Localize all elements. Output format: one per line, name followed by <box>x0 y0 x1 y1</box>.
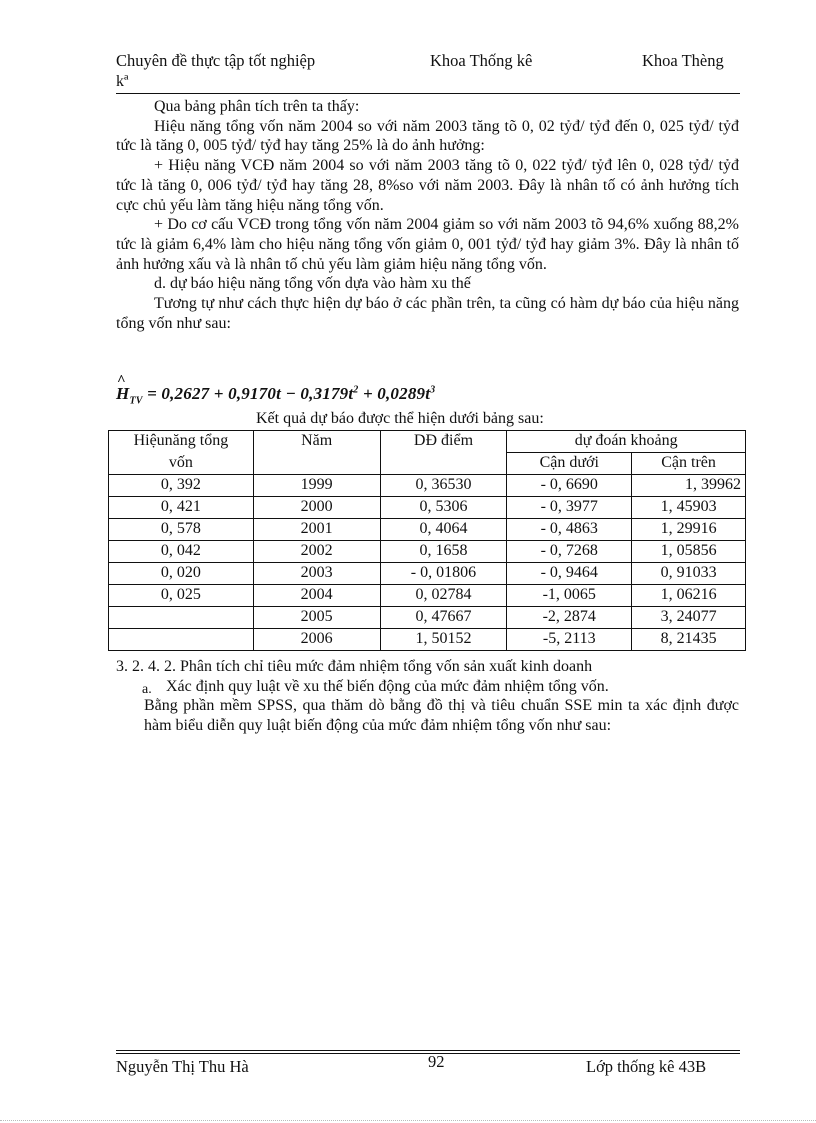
header-center: Khoa Thống kê <box>430 51 533 70</box>
cell-lower: -5, 2113 <box>507 629 632 651</box>
cell-upper: 1, 39962 <box>632 475 746 497</box>
paragraph: Tương tự như cách thực hiện dự báo ở các phần trên, ta cũng có hàm dự báo của hiệu năng tổng vốn như sau: <box>116 295 739 332</box>
paragraph: + Hiệu năng VCĐ năm 2004 so với năm 2003 tăng tõ 0, 022 tỷđ/ tỷđ lên 0, 028 tỷđ/ tỷđ tức là tăng 0, 006 tỷđ/ tỷđ hay tăng 28, 8%so với năm 2003. Đây là nhân tố có ảnh hưởng tích cực chủ yếu làm tăng hiệu năng tổng vốn. <box>116 157 739 214</box>
cell-lower: - 0, 3977 <box>507 497 632 519</box>
cell-lower: - 0, 4863 <box>507 519 632 541</box>
cell-hieunang: 0, 392 <box>109 475 254 497</box>
table-row <box>109 563 746 585</box>
cell-hieunang: 0, 421 <box>109 497 254 519</box>
cell-year: 2002 <box>253 541 380 563</box>
header-upper: Cận trên <box>632 453 746 475</box>
cell-point: 0, 4064 <box>380 519 507 541</box>
cell-year: 2003 <box>253 563 380 585</box>
body-text <box>116 97 739 333</box>
list-item-text: Xác định quy luật về xu thế biến động của mức đảm nhiệm tổng vốn. <box>166 677 609 695</box>
formula-rhs-b: + 0,0289t <box>358 384 431 403</box>
cell-hieunang <box>109 607 254 629</box>
list-item <box>116 677 739 697</box>
header-rule <box>116 93 740 94</box>
cell-lower: -1, 0065 <box>507 585 632 607</box>
cell-lower: - 0, 6690 <box>507 475 632 497</box>
cell-upper: 8, 21435 <box>632 629 746 651</box>
header-point: DĐ điểm <box>380 431 507 453</box>
header-hieunang-cont: vốn <box>109 453 254 475</box>
cell-upper: 1, 05856 <box>632 541 746 563</box>
cell-lower: - 0, 7268 <box>507 541 632 563</box>
cell-upper: 1, 29916 <box>632 519 746 541</box>
forecast-table <box>108 430 746 651</box>
cell-point: - 0, 01806 <box>380 563 507 585</box>
cell-year: 2006 <box>253 629 380 651</box>
header-lower: Cận dưới <box>507 453 632 475</box>
cell-hieunang: 0, 042 <box>109 541 254 563</box>
cell-upper: 3, 24077 <box>632 607 746 629</box>
cell-hieunang: 0, 578 <box>109 519 254 541</box>
list-item-label: a. <box>142 681 152 697</box>
cell-upper: 0, 91033 <box>632 563 746 585</box>
page-edge-divider <box>0 1120 816 1121</box>
table-caption: Kết quả dự báo được thể hiện dưới bảng sau: <box>256 410 544 427</box>
table-header-row <box>109 431 746 453</box>
section-heading: 3. 2. 4. 2. Phân tích chỉ tiêu mức đảm nhiệm tổng vốn sản xuất kinh doanh <box>116 658 593 675</box>
section-3-2-4-2 <box>116 657 739 736</box>
trend-formula <box>116 384 435 406</box>
header-right: Khoa Thèng <box>642 51 724 70</box>
formula-exp2: 2 <box>353 384 359 396</box>
subsection-heading: d. dự báo hiệu năng tổng vốn dựa vào hàm xu thế <box>154 275 471 293</box>
header-interval: dự đoán khoảng <box>507 431 746 453</box>
cell-year: 2004 <box>253 585 380 607</box>
table-header-row <box>109 453 746 475</box>
cell-point: 0, 47667 <box>380 607 507 629</box>
cell-point: 0, 5306 <box>380 497 507 519</box>
footer-class: Lớp thống kê 43B <box>586 1057 707 1076</box>
table-row <box>109 629 746 651</box>
formula-rhs-a: = 0,2627 + 0,9170t − 0,3179t <box>142 384 354 403</box>
paragraph: Hiệu năng tổng vốn năm 2004 so với năm 2003 tăng tõ 0, 02 tỷđ/ tỷđ đến 0, 025 tỷđ/ tỷđ tức là tăng 0, 005 tỷđ/ tỷđ hay tăng 25% là do ảnh hưởng: <box>116 117 739 155</box>
cell-point: 0, 1658 <box>380 541 507 563</box>
header-blank <box>253 453 380 475</box>
footer-rule <box>116 1050 740 1051</box>
header-blank <box>380 453 507 475</box>
table-row <box>109 585 746 607</box>
table-row <box>109 541 746 563</box>
header-year: Năm <box>253 431 380 453</box>
header-left-continuation: kª <box>116 73 129 90</box>
section-paragraph: Bằng phần mềm SPSS, qua thăm dò bằng đồ thị và tiêu chuẩn SSE min ta xác định được hàm biểu diễn quy luật biến động của mức đảm nhiệm tổng vốn như sau: <box>144 697 739 735</box>
paragraph: Qua bảng phân tích trên ta thấy: <box>154 98 360 115</box>
cell-hieunang: 0, 025 <box>109 585 254 607</box>
header-hieunang: Hiệunăng tổng <box>109 431 254 453</box>
table-row <box>109 607 746 629</box>
cell-upper: 1, 45903 <box>632 497 746 519</box>
page-number: 92 <box>428 1052 445 1071</box>
cell-year: 1999 <box>253 475 380 497</box>
formula-subscript: TV <box>129 395 143 407</box>
formula-symbol: ^ H <box>116 384 129 404</box>
cell-year: 2001 <box>253 519 380 541</box>
table-row <box>109 475 746 497</box>
cell-lower: -2, 2874 <box>507 607 632 629</box>
formula-exp3: 3 <box>430 384 436 396</box>
paragraph: + Do cơ cấu VCĐ trong tổng vốn năm 2004 giảm so với năm 2003 tõ 94,6% xuống 88,2% tức là giảm 6,4% làm cho hiệu năng tổng vốn giảm 0, 001 tỷđ/ tỷđ hay giảm 3%. Đây là nhân tố ảnh hưởng xấu và là nhân tố chủ yếu làm giảm hiệu năng tổng vốn. <box>116 216 739 273</box>
cell-upper: 1, 06216 <box>632 585 746 607</box>
table-row <box>109 497 746 519</box>
cell-point: 1, 50152 <box>380 629 507 651</box>
cell-point: 0, 02784 <box>380 585 507 607</box>
cell-year: 2000 <box>253 497 380 519</box>
cell-point: 0, 36530 <box>380 475 507 497</box>
header-left: Chuyên đề thực tập tốt nghiệp <box>116 51 316 70</box>
cell-lower: - 0, 9464 <box>507 563 632 585</box>
table-row <box>109 519 746 541</box>
footer-author: Nguyễn Thị Thu Hà <box>116 1057 249 1076</box>
cell-hieunang: 0, 020 <box>109 563 254 585</box>
cell-hieunang <box>109 629 254 651</box>
cell-year: 2005 <box>253 607 380 629</box>
